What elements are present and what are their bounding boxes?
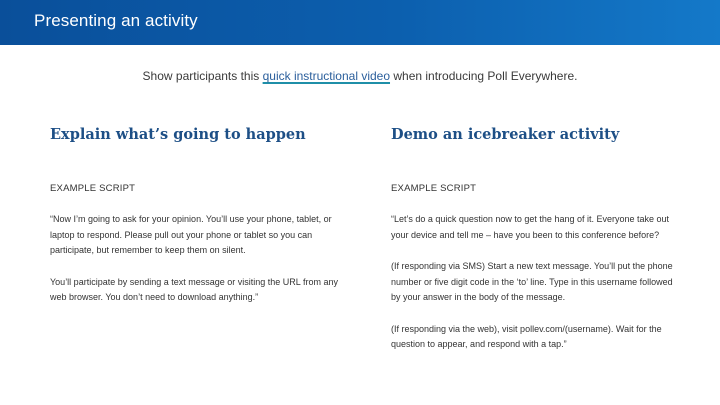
right-heading: Demo an icebreaker activity: [391, 126, 620, 143]
intro-suffix: when introducing Poll Everywhere.: [390, 69, 578, 83]
left-example-label: EXAMPLE SCRIPT: [50, 183, 136, 194]
intro-text: [0, 69, 720, 83]
right-script-paragraph: (If responding via the web), visit pollev.com/(username). Wait for the question to appear, and respond with a tap.”: [391, 323, 662, 349]
slide-title: Presenting an activity: [34, 11, 198, 30]
left-column: [50, 126, 350, 306]
right-example-label: EXAMPLE SCRIPT: [391, 183, 477, 194]
left-script-paragraph: You’ll participate by sending a text message or visiting the URL from any web browser. You don’t need to download anything.”: [50, 276, 338, 302]
left-script-paragraph: “Now I’m going to ask for your opinion. You’ll use your phone, tablet, or laptop to respond. Please pull out your phone or tablet so you can participate, but remember to keep them on silent.: [50, 214, 332, 255]
intro-prefix: Show participants this: [142, 69, 263, 83]
title-bar: [0, 0, 720, 45]
right-column: [391, 126, 681, 353]
left-heading: Explain what’s going to happen: [50, 126, 306, 143]
instructional-video-link[interactable]: quick instructional video: [262, 69, 391, 83]
right-script-paragraph: (If responding via SMS) Start a new text message. You’ll put the phone number or five digit code in the ‘to’ line. Type in this username followed by your answer in the body of the message.: [391, 261, 673, 302]
right-script-paragraph: “Let’s do a quick question now to get the hang of it. Everyone take out your device and tell me – have you been to this conference before?: [391, 214, 670, 240]
